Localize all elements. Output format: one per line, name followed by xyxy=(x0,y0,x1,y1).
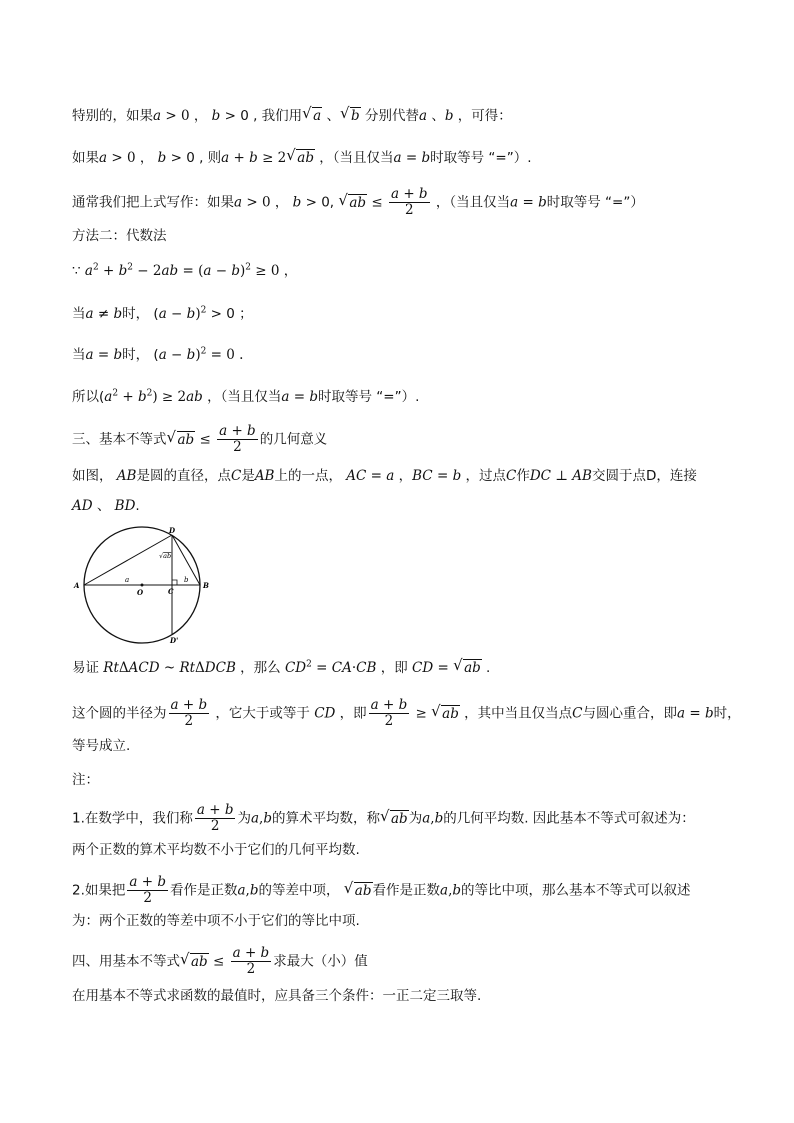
math: ≥ 2 xyxy=(257,150,287,166)
text: 时， ( xyxy=(122,347,159,363)
math-var: CD xyxy=(314,705,336,722)
math-var: ACD xyxy=(128,660,160,676)
math-var: b xyxy=(186,347,196,363)
text: 这个圆的半径为 xyxy=(72,705,167,722)
math-var: b xyxy=(452,882,462,899)
math-var: a xyxy=(440,882,449,899)
fraction: $\frac{a + b}{2}$ xyxy=(370,697,408,729)
math-var: b xyxy=(137,389,147,405)
math: Δ xyxy=(195,660,205,676)
center-point xyxy=(141,584,144,587)
math-var: a xyxy=(153,108,162,124)
math-var: Rt xyxy=(179,660,196,676)
exponent: 2 xyxy=(200,305,207,316)
math: , xyxy=(430,810,435,827)
text: 、 xyxy=(427,108,445,124)
math-var: b xyxy=(211,108,221,124)
math: − xyxy=(166,347,187,363)
geometry-figure xyxy=(72,525,217,645)
text-line-17 xyxy=(72,875,691,906)
section-heading-3 xyxy=(72,424,327,455)
text: 求最大（小）值 xyxy=(273,953,368,970)
math: + xyxy=(229,150,250,166)
text-line-13 xyxy=(72,736,130,756)
text: ， xyxy=(394,468,413,484)
math: + xyxy=(118,389,138,405)
text: ，即 xyxy=(376,660,412,676)
fraction: $\frac{a + b}{2}$ xyxy=(170,697,208,729)
math-var: b xyxy=(186,306,196,322)
math-var: b xyxy=(538,194,547,211)
text: 作 xyxy=(516,468,530,484)
math: > 0 ， xyxy=(107,150,158,166)
text-line-18 xyxy=(72,911,360,931)
text: 、 xyxy=(322,108,341,124)
math-var: CA xyxy=(331,660,352,676)
sqrt-ab: √ ab xyxy=(345,881,373,901)
math-var: DC xyxy=(529,468,552,484)
text: ，可得： xyxy=(453,108,512,124)
math-var: b xyxy=(231,263,240,279)
because-symbol: ∵ xyxy=(72,263,85,279)
text: . xyxy=(481,660,491,676)
text: 交圆于点D，连接 xyxy=(591,468,697,484)
math: = xyxy=(289,389,310,405)
math: , xyxy=(245,882,250,899)
text: 为：两个正数的等差中项不小于它们的等比中项. xyxy=(72,913,360,929)
sqrt-ab: √ ab xyxy=(181,952,209,972)
math-var: a xyxy=(510,194,519,211)
text: 时， xyxy=(713,705,741,722)
text: 特别的，如果 xyxy=(72,108,153,124)
text-line-5 xyxy=(72,261,297,281)
math: > 0 ， xyxy=(161,108,212,124)
text: 看作是正数 xyxy=(169,882,238,899)
text: 1.在数学中，我们称 xyxy=(72,810,193,827)
math-var: AB xyxy=(254,468,275,484)
math-var: b xyxy=(263,810,272,827)
math-var: CD xyxy=(284,660,307,676)
math-var: C xyxy=(572,705,583,722)
text: 为 xyxy=(237,810,251,827)
text: 2.如果把 xyxy=(72,882,126,899)
sqrt-ab: √ ab xyxy=(168,430,196,450)
exponent: 2 xyxy=(92,262,99,273)
text-line-9 xyxy=(72,466,697,486)
math-var: b xyxy=(452,468,462,484)
text: ，（当且仅当 xyxy=(314,150,394,166)
math: = xyxy=(432,468,453,484)
math-var: b xyxy=(309,389,318,405)
math-var: a xyxy=(237,882,246,899)
fraction: $\frac{a + b}{2}$ xyxy=(232,945,270,977)
text: 与圆心重合，即 xyxy=(582,705,677,722)
text: 两个正数的算术平均数不小于它们的几何平均数. xyxy=(72,842,360,858)
math: − 2 xyxy=(132,263,162,279)
text: ，即 xyxy=(335,705,367,722)
math-var: b xyxy=(704,705,714,722)
text: 的几何平均数. 因此基本不等式可叙述为： xyxy=(443,810,695,827)
text-line-1 xyxy=(72,106,512,126)
math-var: a xyxy=(221,150,230,166)
text: 、 xyxy=(92,498,115,514)
text: 的等比中项，那么基本不等式可以叙述 xyxy=(461,882,691,899)
text: 当 xyxy=(72,347,86,363)
label-d: D xyxy=(169,526,176,535)
text: 在用基本不等式求函数的最值时，应具备三个条件：一正二定三取等. xyxy=(72,988,482,1004)
math-var: a xyxy=(203,263,212,279)
text-line-10 xyxy=(72,496,140,516)
math-var: AB xyxy=(572,468,592,484)
text-line-2 xyxy=(72,148,532,168)
math: − xyxy=(166,306,187,322)
math: = ( xyxy=(178,263,204,279)
section-heading: 方法二：代数法 xyxy=(72,228,167,244)
math: ) xyxy=(239,263,246,279)
text: 的算术平均数，称 xyxy=(272,810,380,827)
math: ≠ xyxy=(93,306,114,322)
text: 是圆的直径，点 xyxy=(136,468,231,484)
sqrt-ab: √ ab xyxy=(381,809,409,829)
math-var: a xyxy=(84,263,93,279)
math-var: b xyxy=(118,263,128,279)
exponent: 2 xyxy=(112,388,119,399)
sqrt-a: √ a xyxy=(303,106,322,126)
math-var: CD xyxy=(412,660,434,676)
math-var: a xyxy=(158,306,167,322)
math-var: Rt xyxy=(103,660,119,676)
math-var: AB xyxy=(116,468,137,484)
text: 所以( xyxy=(72,389,105,405)
exponent: 2 xyxy=(127,262,133,273)
math: > 0 ， xyxy=(242,194,293,211)
math: ≥ xyxy=(411,705,432,722)
sqrt-b: √ b xyxy=(341,106,361,126)
math: , xyxy=(448,882,453,899)
text: 的等差中项， xyxy=(258,882,344,899)
math-var: a xyxy=(250,810,260,827)
sqrt-ab: √ ab xyxy=(454,658,482,678)
right-angle-mark xyxy=(172,580,177,585)
label-d-prime: D' xyxy=(170,636,179,645)
exponent: 2 xyxy=(245,262,251,273)
math: = xyxy=(401,150,422,166)
text-line-12 xyxy=(72,698,741,729)
math-var: a xyxy=(418,108,428,124)
sqrt-ab: √ ab xyxy=(339,193,367,213)
math-var: a xyxy=(104,389,113,405)
sqrt-ab: √ ab xyxy=(287,148,315,168)
text: 时取等号 “=”）. xyxy=(430,150,532,166)
math-var: BC xyxy=(412,468,433,484)
label-c: C xyxy=(168,587,174,596)
math: = xyxy=(518,194,539,211)
label-sqrt: √ab xyxy=(159,552,172,560)
math-var: a xyxy=(234,194,243,211)
math-var: ab xyxy=(161,263,179,279)
math-var: b xyxy=(113,347,123,363)
section-heading-4 xyxy=(72,946,368,977)
text: ，它大于或等于 xyxy=(211,705,315,722)
label-a-length: a xyxy=(125,576,130,584)
text: > 0, xyxy=(301,194,339,211)
fraction: $\frac{a + b}{2}$ xyxy=(219,423,256,455)
math-var: a xyxy=(158,347,167,363)
note-label xyxy=(72,770,99,790)
math: ≤ xyxy=(208,953,229,970)
text-line-16 xyxy=(72,840,360,860)
math-var: a xyxy=(281,389,290,405)
text: ，那么 xyxy=(235,660,285,676)
text: 上的一点， xyxy=(274,468,347,484)
math-var: C xyxy=(506,468,517,484)
text: 是 xyxy=(241,468,255,484)
math-var: AD xyxy=(72,498,93,514)
text-line-19 xyxy=(72,986,481,1006)
text: 时取等号 “=”）. xyxy=(318,389,420,405)
text: 看作是正数 xyxy=(372,882,440,899)
text: 三、基本不等式 xyxy=(72,431,167,448)
text-line-15 xyxy=(72,803,695,834)
text: > 0 , 则 xyxy=(166,150,222,166)
math: ~ xyxy=(159,660,180,676)
math-var: AC xyxy=(346,468,367,484)
math-var: a xyxy=(393,150,402,166)
text: 四、用基本不等式 xyxy=(72,953,180,970)
math-var: b xyxy=(113,306,123,322)
fraction: $\frac{a + b}{2}$ xyxy=(196,802,234,834)
math: + xyxy=(98,263,119,279)
math-var: a xyxy=(422,810,431,827)
text: 易证 xyxy=(72,660,104,676)
label-a-point: A xyxy=(74,581,80,590)
math: ⊥ xyxy=(551,468,573,484)
math-var: a xyxy=(85,306,94,322)
math-var: b xyxy=(434,810,444,827)
math-var: BD xyxy=(114,498,136,514)
text: 如图， xyxy=(72,468,117,484)
math-var: b xyxy=(249,150,258,166)
text: ，过点 xyxy=(461,468,507,484)
math: = 0 . xyxy=(206,347,244,363)
math: − xyxy=(211,263,232,279)
text: 当 xyxy=(72,306,86,322)
text: > 0 ； xyxy=(206,306,253,322)
text: 通常我们把上式写作：如果 xyxy=(72,194,234,211)
label-o: O xyxy=(137,588,144,597)
math: ) ≥ 2 xyxy=(152,389,187,405)
text: ，（当且仅当 xyxy=(431,194,511,211)
text-line-4 xyxy=(72,226,167,246)
exponent: 2 xyxy=(146,388,153,399)
text: 注： xyxy=(72,772,99,788)
math: = xyxy=(685,705,705,722)
math-var: b xyxy=(292,194,302,211)
text: ，（当且仅当 xyxy=(202,389,282,405)
math-var: b xyxy=(249,882,259,899)
math: ≤ xyxy=(195,431,216,448)
math: ≤ xyxy=(367,194,387,211)
text: 如果 xyxy=(72,150,99,166)
text: 为 xyxy=(408,810,423,827)
math: ≥ 0 ， xyxy=(250,263,298,279)
text-line-6 xyxy=(72,304,253,324)
text: 分别代替 xyxy=(360,108,419,124)
exponent: 2 xyxy=(200,346,207,357)
text-line-11 xyxy=(72,658,490,678)
fraction: $\frac{a + b}{2}$ xyxy=(390,186,428,218)
text-line-3 xyxy=(72,187,644,218)
math-var: a xyxy=(85,347,94,363)
text: 等号成立. xyxy=(72,738,131,754)
fraction: $\frac{a + b}{2}$ xyxy=(129,874,166,906)
exponent: 2 xyxy=(306,659,312,670)
math: = xyxy=(366,468,387,484)
text-line-8 xyxy=(72,387,419,407)
text: 时取等号 “=”） xyxy=(546,194,644,211)
label-b-point: B xyxy=(203,581,209,590)
math: · xyxy=(351,660,357,676)
math-var: b xyxy=(421,150,431,166)
text: . xyxy=(135,498,140,514)
math: Δ xyxy=(118,660,129,676)
math-var: DCB xyxy=(204,660,236,676)
math-var: ab xyxy=(186,389,203,405)
math-var: a xyxy=(386,468,395,484)
math: = xyxy=(311,660,332,676)
text-line-7 xyxy=(72,345,243,365)
math: ) xyxy=(195,306,201,322)
text: > 0 , 我们用 xyxy=(220,108,303,124)
text: 的几何意义 xyxy=(259,431,328,448)
math: ) xyxy=(195,347,201,363)
math-var: CB xyxy=(356,660,377,676)
text: 时， ( xyxy=(122,306,159,322)
math: = xyxy=(93,347,114,363)
label-b-length: b xyxy=(184,576,189,584)
math-var: a xyxy=(676,705,686,722)
text: ，其中当且仅当点 xyxy=(459,705,573,722)
math-var: C xyxy=(230,468,242,484)
math: = xyxy=(433,660,454,676)
math-var: a xyxy=(99,150,108,166)
math: , xyxy=(259,810,264,827)
sqrt-ab: √ ab xyxy=(432,704,460,724)
math-var: b xyxy=(157,150,167,166)
math-var: b xyxy=(444,108,454,124)
